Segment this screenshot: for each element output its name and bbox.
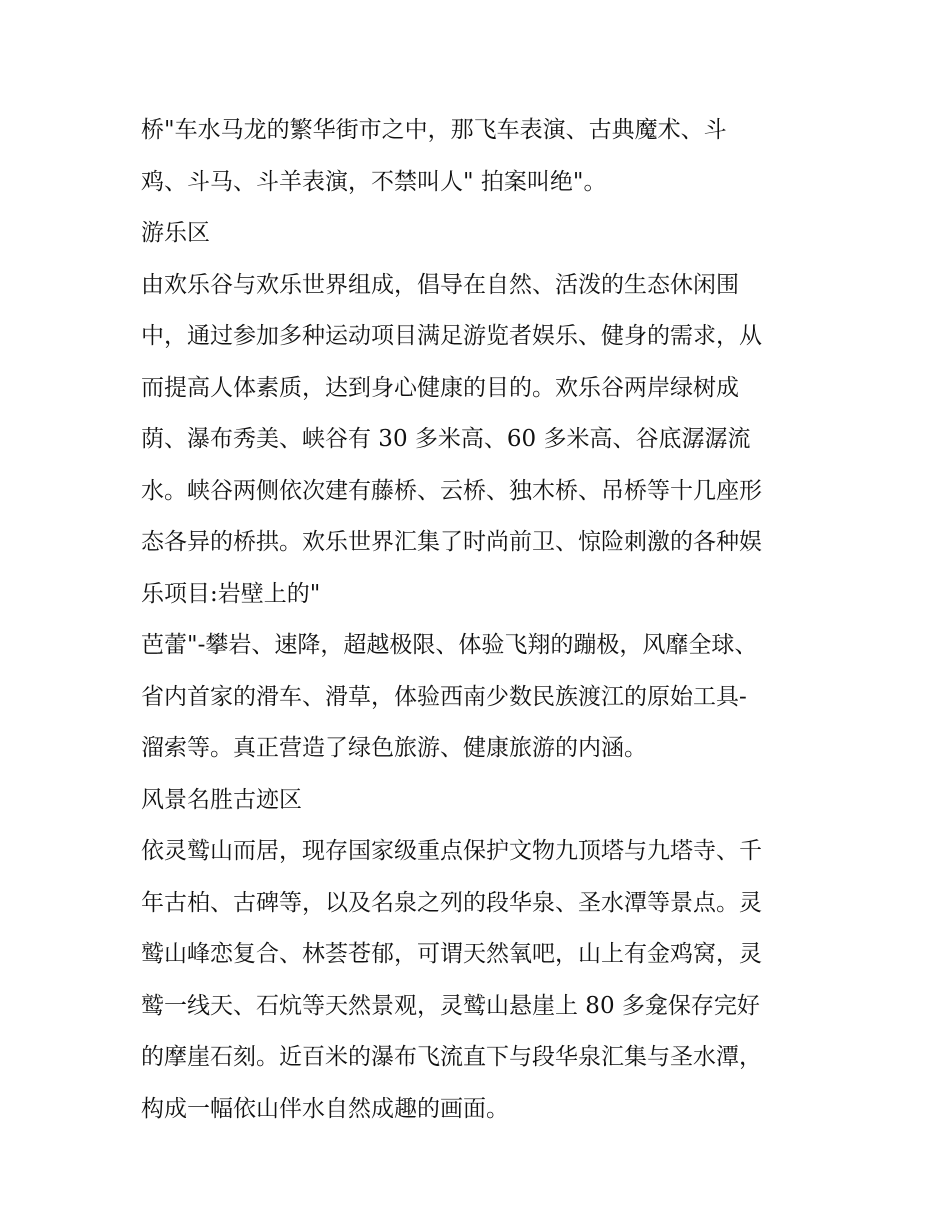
text-line: 由欢乐谷与欢乐世界组成，倡导在自然、活泼的生态休闲围 [141, 271, 739, 298]
text-line: 省内首家的滑车、滑草，体验西南少数民族渡江的原始工具- [141, 683, 747, 710]
text-line: 中，通过参加多种运动项目满足游览者娱乐、健身的需求，从 [141, 323, 762, 349]
text-line: 鸡、斗马、斗羊表演，不禁叫人" 拍案叫绝"。 [141, 168, 607, 195]
section-heading: 游乐区 [141, 220, 210, 246]
text-line: 鹫山峰恋复合、林荟苍郁，可谓天然氧吧，山上有金鸡窝，灵 [141, 941, 762, 967]
text-line: 而提高人体素质，达到身心健康的目的。欢乐谷两岸绿树成 [141, 374, 739, 401]
text-line: 的摩崖石刻。近百米的瀑布飞流直下与段华泉汇集与圣水潭， [141, 1044, 762, 1070]
text-line: 荫、瀑布秀美、峡谷有 30 多米高、60 多米高、谷底潺潺流 [141, 426, 751, 452]
text-line: 构成一幅依山伴水自然成趣的画面。 [141, 1095, 509, 1122]
text-line: 年古柏、古碑等，以及名泉之列的段华泉、圣水潭等景点。灵 [141, 889, 762, 916]
text-line: 水。峡谷两侧依次建有藤桥、云桥、独木桥、吊桥等十几座形 [141, 477, 762, 504]
text-line: 芭蕾"-攀岩、速降，超越极限、体验飞翔的蹦极，风靡全球、 [141, 632, 758, 658]
section-heading: 风景名胜古迹区 [141, 786, 302, 813]
text-line: 溜索等。真正营造了绿色旅游、健康旅游的内涵。 [141, 735, 647, 761]
text-line: 态各异的桥拱。欢乐世界汇集了时尚前卫、惊险刺激的各种娱 [141, 529, 762, 555]
document-body [141, 110, 831, 1140]
text-line: 鹫一线天、石炕等天然景观，灵鹫山悬崖上 80 多龛保存完好 [141, 992, 760, 1019]
text-line: 依灵鹫山而居，现存国家级重点保护文物九顶塔与九塔寺、千 [141, 838, 762, 864]
text-line: 乐项目:岩壁上的" [141, 580, 321, 607]
text-line: 桥"车水马龙的繁华街市之中，那飞车表演、古典魔术、斗 [141, 117, 727, 143]
